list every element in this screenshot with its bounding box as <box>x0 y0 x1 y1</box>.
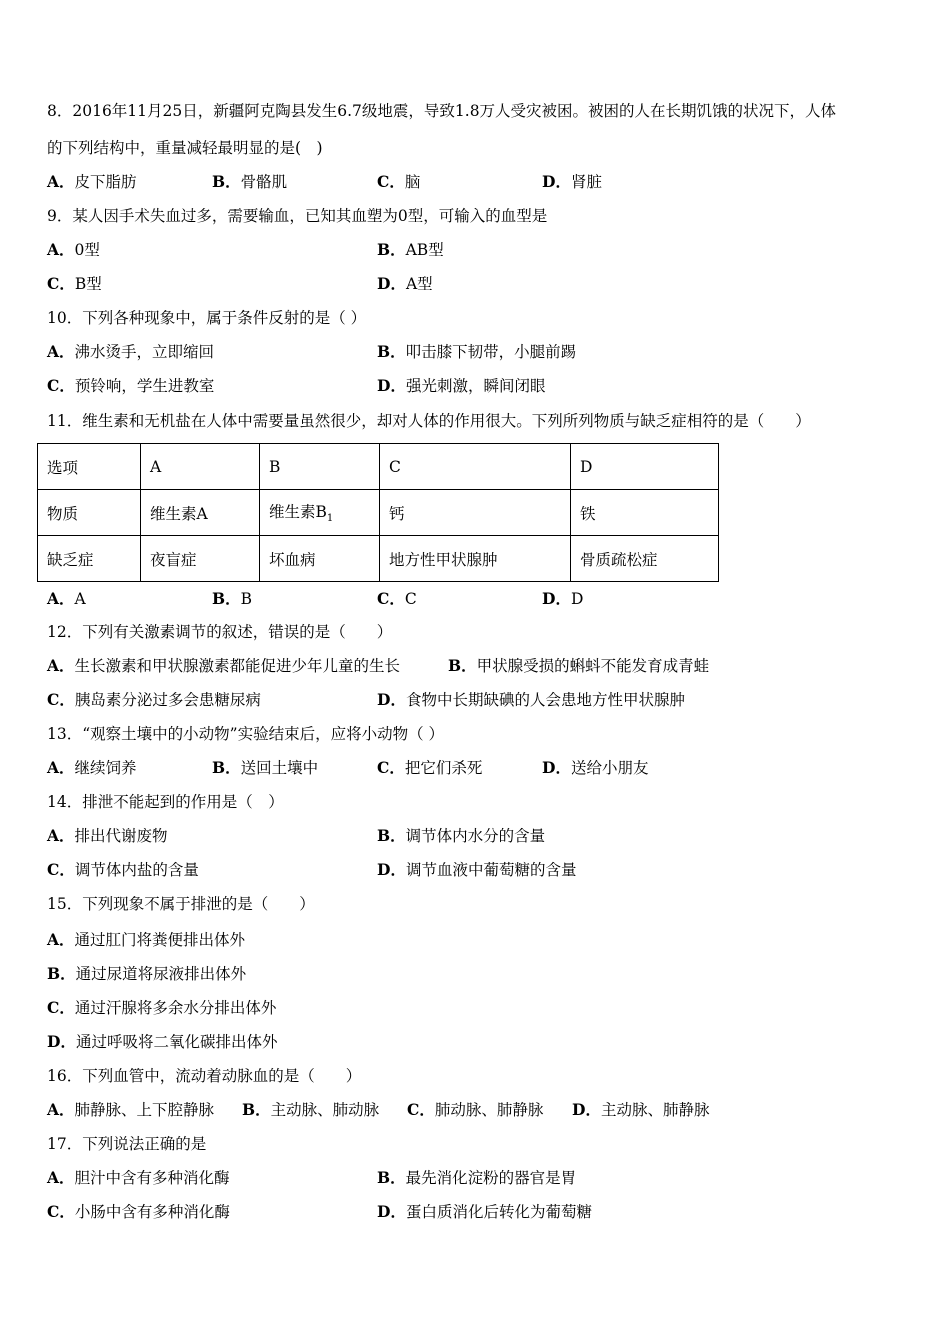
question-16-option-c[interactable]: C．肺动脉、肺静脉 <box>407 1100 544 1119</box>
question-8-option-a[interactable]: A．皮下脂肪 <box>47 172 137 191</box>
question-16-stem: 16．下列血管中，流动着动脉血的是（ ） <box>47 1067 362 1085</box>
question-13-stem: 13．“观察土壤中的小动物”实验结束后，应将小动物（ ） <box>47 725 445 743</box>
question-10-stem: 10．下列各种现象中，属于条件反射的是（ ） <box>47 309 367 327</box>
question-9-option-d[interactable]: D．A型 <box>377 274 433 293</box>
question-13-option-d[interactable]: D．送给小朋友 <box>542 758 649 777</box>
question-8-option-b[interactable]: B．骨骼肌 <box>212 172 288 191</box>
table-cell <box>260 490 380 536</box>
table-cell: A <box>141 444 260 490</box>
question-11-option-d[interactable]: D．D <box>542 589 584 608</box>
table-row <box>38 444 719 490</box>
question-14-option-c[interactable]: C．调节体内盐的含量 <box>47 860 199 879</box>
question-17-stem: 17．下列说法正确的是 <box>47 1135 207 1153</box>
question-14-option-b[interactable]: B．调节体内水分的含量 <box>377 826 546 845</box>
question-12-option-c[interactable]: C．胰岛素分泌过多会患糖尿病 <box>47 690 261 709</box>
question-9-option-c[interactable]: C．B型 <box>47 274 102 293</box>
table-cell: 铁 <box>571 490 719 536</box>
table-cell: 坏血病 <box>260 536 380 582</box>
vitamin-b-label: 维生素B <box>269 503 327 522</box>
question-14-option-a[interactable]: A．排出代谢废物 <box>47 826 168 845</box>
question-15-option-c[interactable]: C．通过汗腺将多余水分排出体外 <box>47 998 277 1017</box>
question-8-stem-line2: 的下列结构中，重量减轻最明显的是( ) <box>47 139 323 157</box>
question-13-option-a[interactable]: A．继续饲养 <box>47 758 137 777</box>
question-15-option-d[interactable]: D．通过呼吸将二氧化碳排出体外 <box>47 1032 278 1051</box>
question-8-option-d[interactable]: D．肾脏 <box>542 172 602 191</box>
question-13-option-c[interactable]: C．把它们杀死 <box>377 758 483 777</box>
table-cell: 地方性甲状腺肿 <box>380 536 571 582</box>
vitamin-mineral-table <box>37 443 719 582</box>
question-9-option-a[interactable]: A．0型 <box>47 240 100 259</box>
question-11-option-c[interactable]: C．C <box>377 589 417 608</box>
question-16-option-b[interactable]: B．主动脉、肺动脉 <box>242 1100 380 1119</box>
question-8-option-c[interactable]: C．脑 <box>377 172 421 191</box>
question-17-option-a[interactable]: A．胆汁中含有多种消化酶 <box>47 1168 230 1187</box>
table-cell: 夜盲症 <box>141 536 260 582</box>
question-9-option-b[interactable]: B．AB型 <box>377 240 444 259</box>
question-12-option-d[interactable]: D．食物中长期缺碘的人会患地方性甲状腺肿 <box>377 690 685 709</box>
table-cell: C <box>380 444 571 490</box>
question-10-option-c[interactable]: C．预铃响，学生进教室 <box>47 376 215 395</box>
question-9-stem: 9．某人因手术失血过多，需要输血，已知其血塑为0型，可输入的血型是 <box>47 207 548 225</box>
table-cell: B <box>260 444 380 490</box>
question-12-option-b[interactable]: B．甲状腺受损的蝌蚪不能发育成青蛙 <box>448 656 710 675</box>
question-11-option-b[interactable]: B．B <box>212 589 252 608</box>
question-15-option-b[interactable]: B．通过尿道将尿液排出体外 <box>47 964 247 983</box>
question-16-option-a[interactable]: A．肺静脉、上下腔静脉 <box>47 1100 215 1119</box>
question-17-option-b[interactable]: B．最先消化淀粉的器官是胃 <box>377 1168 577 1187</box>
question-11-option-a[interactable]: A．A <box>47 589 86 608</box>
question-15-stem: 15．下列现象不属于排泄的是（ ） <box>47 895 315 913</box>
question-10-option-a[interactable]: A．沸水烫手，立即缩回 <box>47 342 215 361</box>
question-16-option-d[interactable]: D．主动脉、肺静脉 <box>572 1100 710 1119</box>
question-15-option-a[interactable]: A．通过肛门将粪便排出体外 <box>47 930 246 949</box>
table-cell: 缺乏症 <box>38 536 141 582</box>
table-cell: 选项 <box>38 444 141 490</box>
table-cell: 骨质疏松症 <box>571 536 719 582</box>
table-cell: D <box>571 444 719 490</box>
question-14-option-d[interactable]: D．调节血液中葡萄糖的含量 <box>377 860 577 879</box>
question-10-option-b[interactable]: B．叩击膝下韧带，小腿前踢 <box>377 342 577 361</box>
subscript: 1 <box>326 513 334 525</box>
question-12-option-a[interactable]: A．生长激素和甲状腺激素都能促进少年儿童的生长 <box>47 656 401 675</box>
question-12-stem: 12．下列有关激素调节的叙述，错误的是（ ） <box>47 623 393 641</box>
question-17-option-c[interactable]: C．小肠中含有多种消化酶 <box>47 1202 230 1221</box>
question-11-stem: 11．维生素和无机盐在人体中需要量虽然很少，却对人体的作用很大。下列所列物质与缺乏症相符的是（ ） <box>47 412 811 430</box>
table-cell: 维生素A <box>141 490 260 536</box>
table-cell: 物质 <box>38 490 141 536</box>
question-17-option-d[interactable]: D．蛋白质消化后转化为葡萄糖 <box>377 1202 592 1221</box>
table-row <box>38 536 719 582</box>
question-8-stem-line1: 8．2016年11月25日，新疆阿克陶县发生6.7级地震，导致1.8万人受灾被困。被困的人在长期饥饿的状况下，人体 <box>47 102 837 120</box>
question-13-option-b[interactable]: B．送回土壤中 <box>212 758 319 777</box>
question-14-stem: 14．排泄不能起到的作用是（ ） <box>47 793 284 811</box>
table-row <box>38 490 719 536</box>
table-cell: 钙 <box>380 490 571 536</box>
question-10-option-d[interactable]: D．强光刺激，瞬间闭眼 <box>377 376 546 395</box>
